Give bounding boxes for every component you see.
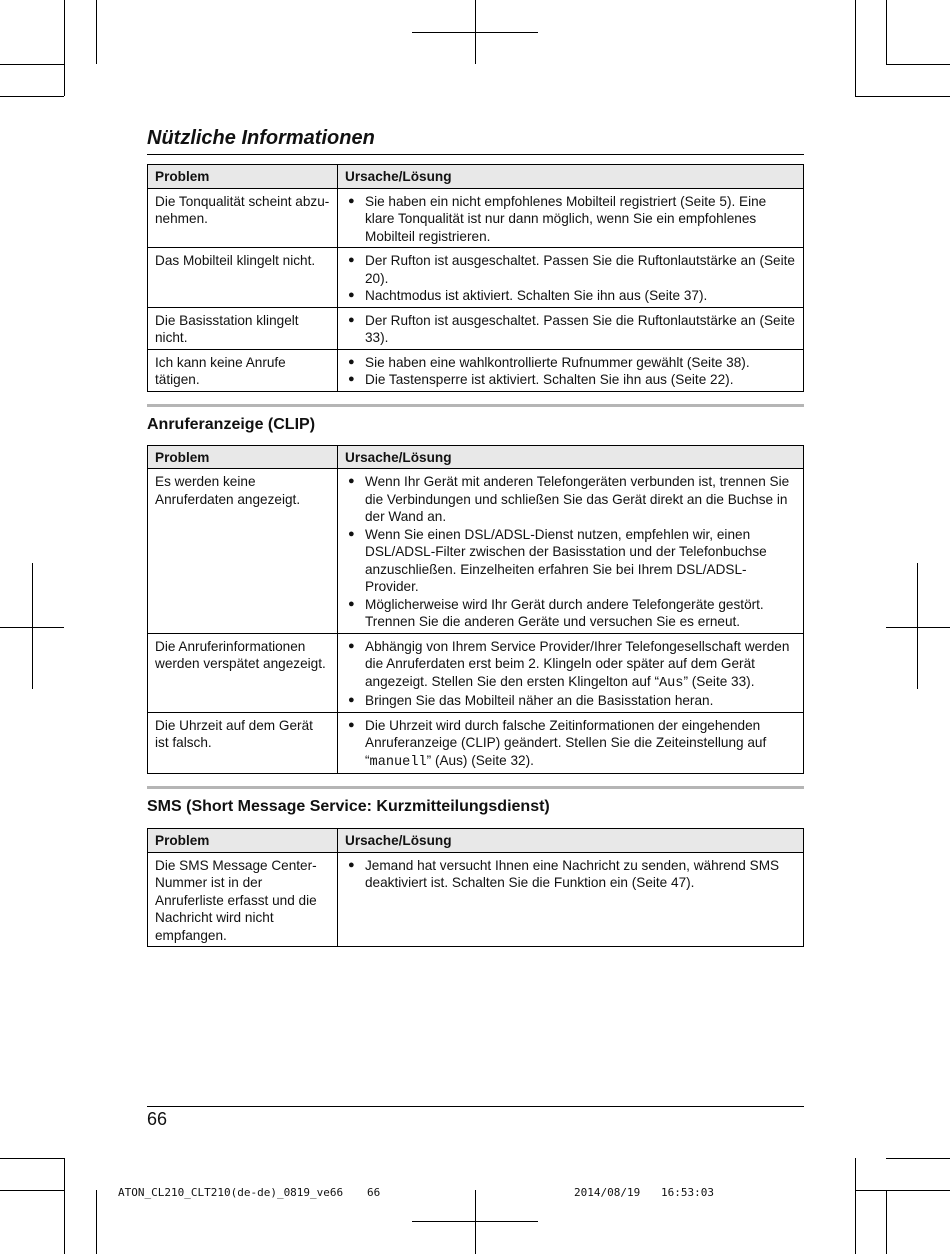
table-row: [148, 349, 804, 391]
cause-cell: [338, 469, 804, 634]
display-setting-text: Aus: [658, 675, 684, 691]
cause-text: ” (Seite 33).: [683, 673, 755, 689]
column-header-problem: Problem: [148, 165, 338, 189]
problem-cell: Die SMS Message Center-Nummer ist in der Anruferliste erfasst und die Nachricht wird nicht empfangen.: [148, 852, 338, 947]
section-2: [147, 786, 804, 947]
cause-cell: [338, 633, 804, 712]
cause-item: ● Die Tastensperre ist aktiviert. Schalten Sie ihn aus (Seite 22).: [345, 371, 796, 389]
cause-cell: [338, 188, 804, 248]
column-header-cause: Ursache/Lösung: [338, 445, 804, 469]
problem-cell: Die Tonqualität scheint abzu-nehmen.: [148, 188, 338, 248]
table-header-row: [148, 829, 804, 853]
table-header-row: [148, 165, 804, 189]
cause-list: [345, 252, 796, 305]
troubleshooting-table: [147, 445, 804, 775]
problem-cell: Die Anruferinformationen werden verspätet angezeigt.: [148, 633, 338, 712]
cause-item: ● Der Rufton ist ausgeschaltet. Passen Sie die Ruftonlautstärke an (Seite 33).: [345, 312, 796, 347]
footer-file-name: ATON_CL210_CLT210(de-de)_0819_ve66: [118, 1186, 344, 1199]
table-row: [148, 633, 804, 712]
cause-cell: [338, 349, 804, 391]
section-title: Anruferanzeige (CLIP): [147, 415, 316, 433]
table-row: [148, 188, 804, 248]
section-divider: [147, 786, 804, 789]
cause-item: [345, 638, 796, 693]
cause-cell: [338, 712, 804, 774]
footer-page: 66: [367, 1186, 381, 1199]
cause-list: [345, 857, 796, 892]
cause-text: ” (Aus) (Seite 32).: [426, 752, 534, 768]
page-number: 66: [147, 1109, 168, 1129]
troubleshooting-table: [147, 828, 804, 947]
problem-cell: Die Basisstation klingelt nicht.: [148, 307, 338, 349]
footer-time: 16:53:03: [661, 1186, 714, 1199]
table-row: [148, 248, 804, 308]
table-row: [148, 852, 804, 947]
cause-text: Die Uhrzeit wird durch falsche Zeitinformationen der eingehenden Anruferanzeige (CLIP) geändert. Stellen Sie die Zeiteinstellung auf “: [365, 717, 767, 768]
troubleshooting-table: [147, 164, 804, 392]
problem-cell: Ich kann keine Anrufe tätigen.: [148, 349, 338, 391]
column-header-problem: Problem: [148, 445, 338, 469]
cause-item: ● Nachtmodus ist aktiviert. Schalten Sie ihn aus (Seite 37).: [345, 287, 796, 305]
cause-item: ● Sie haben eine wahlkontrollierte Rufnummer gewählt (Seite 38).: [345, 354, 796, 372]
table-header-row: [148, 445, 804, 469]
section-divider: [147, 404, 804, 407]
table-row: [148, 469, 804, 634]
section-1: [147, 404, 804, 775]
table-row: [148, 307, 804, 349]
cause-cell: [338, 248, 804, 308]
cause-list: [345, 193, 796, 246]
cause-item: ● Wenn Sie einen DSL/ADSL-Dienst nutzen, empfehlen wir, einen DSL/ADSL-Filter zwischen der Basisstation und der Telefonbuchse anzuschließen. Einzelheiten erfahren Sie bei Ihrem DSL/ADSL-Provider.: [345, 526, 796, 596]
cause-list: [345, 717, 796, 772]
footer-date: 2014/08/19: [574, 1186, 641, 1199]
page-content: [147, 124, 804, 947]
column-header-problem: Problem: [148, 829, 338, 853]
cause-item: [345, 717, 796, 772]
cause-list: [345, 638, 796, 710]
table-row: [148, 712, 804, 774]
sections-container: [147, 164, 804, 947]
cause-item: ● Der Rufton ist ausgeschaltet. Passen Sie die Ruftonlautstärke an (Seite 20).: [345, 252, 796, 287]
cause-item: ● Jemand hat versucht Ihnen eine Nachricht zu senden, während SMS deaktiviert ist. Schalten Sie die Funktion ein (Seite 47).: [345, 857, 796, 892]
column-header-cause: Ursache/Lösung: [338, 165, 804, 189]
problem-cell: Es werden keine Anruferdaten angezeigt.: [148, 469, 338, 634]
cause-item: ● Wenn Ihr Gerät mit anderen Telefongeräten verbunden ist, trennen Sie die Verbindungen und schließen Sie das Gerät direkt an die Buchse in der Wand an.: [345, 473, 796, 526]
section-title: SMS (Short Message Service: Kurzmitteilungsdienst): [147, 798, 550, 815]
problem-cell: Die Uhrzeit auf dem Gerät ist falsch.: [148, 712, 338, 774]
problem-cell: Das Mobilteil klingelt nicht.: [148, 248, 338, 308]
cause-list: [345, 312, 796, 347]
display-setting-text: manuell: [369, 754, 427, 770]
cause-item: ● Möglicherweise wird Ihr Gerät durch andere Telefongeräte gestört. Trennen Sie die anderen Geräte und versuchen Sie es erneut.: [345, 596, 796, 631]
cause-list: [345, 473, 796, 631]
cause-item: ● Bringen Sie das Mobilteil näher an die Basisstation heran.: [345, 692, 796, 710]
cause-text: Abhängig von Ihrem Service Provider/Ihrer Telefongesellschaft werden die Anruferdaten erst beim 2. Klingeln oder später auf dem Gerät angezeigt. Stellen Sie den ersten Klingelton auf “: [365, 638, 790, 689]
cause-cell: [338, 852, 804, 947]
page-title: Nützliche Informationen: [147, 127, 375, 149]
section-0: [147, 164, 804, 392]
cause-item: ● Sie haben ein nicht empfohlenes Mobilteil registriert (Seite 5). Eine klare Tonqualität ist nur dann möglich, wenn Sie ein empfohlenes Mobilteil registrieren.: [345, 193, 796, 246]
cause-list: [345, 354, 796, 389]
bottom-rule: [147, 1106, 804, 1107]
cause-cell: [338, 307, 804, 349]
title-rule: [147, 154, 804, 155]
column-header-cause: Ursache/Lösung: [338, 829, 804, 853]
